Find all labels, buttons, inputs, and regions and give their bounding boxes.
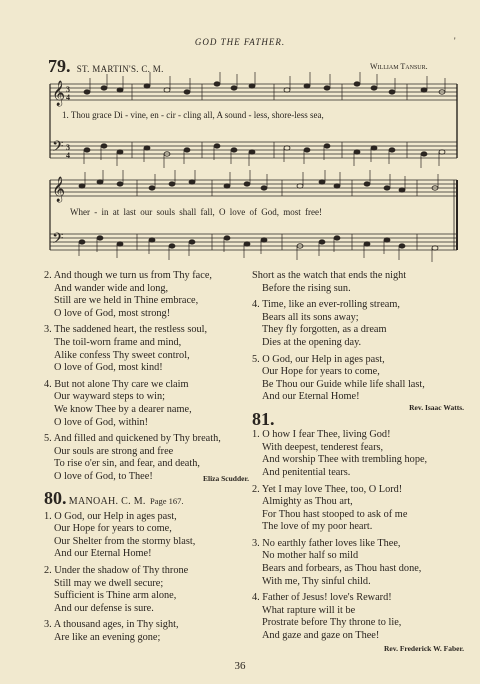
verse-line: And wander wide and long, <box>54 282 169 294</box>
hymn-80-verse-5 <box>252 354 472 404</box>
barlines-1 <box>132 84 407 158</box>
verse-line: Still may we dwell secure; <box>54 577 164 589</box>
verse-line: 3. The saddened heart, the restless soul, <box>44 324 208 336</box>
verse-line: 2. Under the shadow of Thy throne <box>44 565 189 577</box>
verse-line: No mother half so mild <box>262 550 359 562</box>
hymn-81-verse-4 <box>252 592 472 642</box>
verse-line: Our Hope for years to come, <box>262 366 380 378</box>
verse-line: Sufficient is Thine arm alone, <box>54 590 177 602</box>
verse-line: And gaze and gaze on Thee! <box>262 630 380 642</box>
hymn-79-credit: Eliza Scudder. <box>203 473 249 483</box>
treble-clef-icon: 𝄞 <box>52 80 66 105</box>
verse-line: And worship Thee with trembling hope, <box>262 454 428 466</box>
hymn-80-verse-2 <box>44 565 249 615</box>
hymn-81-credit: Rev. Frederick W. Faber. <box>384 643 464 653</box>
verse-line: Dies at the opening day. <box>262 336 362 348</box>
hymn-79-tune-name: ST. MARTIN'S. C. M. <box>76 64 164 74</box>
verse-line: 5. O God, our Help in ages past, <box>252 353 385 365</box>
hymn-81-number: 81. <box>252 408 275 429</box>
verse-line: We know Thee by a dearer name, <box>54 403 192 415</box>
svg-text:4: 4 <box>66 151 70 160</box>
bass-clef-icon: 𝄢 <box>52 138 64 158</box>
verse-line: Bears all its sons away; <box>262 311 359 323</box>
music-system-1 <box>42 72 462 172</box>
hymn-80-verse-3-continued <box>252 270 472 295</box>
verse-line: 2. And though we turn us from Thy face, <box>44 270 212 281</box>
hymn-81-verse-2 <box>252 484 472 534</box>
left-column <box>44 270 249 645</box>
hymn-79-verse-2 <box>44 270 249 320</box>
verse-line: 4. But not alone Thy care we claim <box>44 378 189 390</box>
verse-line: The love of my poor heart. <box>262 521 373 533</box>
right-column <box>252 270 472 655</box>
hymn-80-verse-1 <box>44 511 249 561</box>
svg-text:4: 4 <box>66 93 70 102</box>
running-header: GOD THE FATHER. <box>194 37 286 47</box>
verse-line: 2. Yet I may love Thee, too, O Lord! <box>252 483 403 495</box>
verse-line: Alike confess Thy sweet control, <box>54 349 190 361</box>
verse-line: Our Shelter from the stormy blast, <box>54 535 196 547</box>
verse-line: 4. Time, like an ever-rolling stream, <box>252 299 400 311</box>
hymn-81-verse-3 <box>252 538 472 588</box>
verse-line: Our souls are strong and free <box>54 445 174 457</box>
verse-line: Prostrate before Thy throne to lie, <box>262 617 402 629</box>
hymn-80-title <box>44 488 249 509</box>
treble-clef-icon: 𝄞 <box>52 176 66 201</box>
verse-line: And penitential tears. <box>262 466 351 478</box>
page-number: 36 <box>234 660 246 672</box>
verse-line: 3. A thousand ages, in Thy sight, <box>44 619 179 631</box>
verse-line: O love of God, most strong! <box>54 307 171 319</box>
verse-line: What rapture will it be <box>262 604 356 616</box>
verse-line: Our wayward steps to win; <box>54 391 165 403</box>
verse-line: Short as the watch that ends the night <box>252 270 407 281</box>
verse-line: They fly forgotten, as a dream <box>262 324 387 336</box>
hymn-80-verse-3 <box>44 619 249 644</box>
bass-staff-2 <box>50 234 457 250</box>
notes-1 <box>84 72 445 168</box>
verse-line: 4. Father of Jesus! love's Reward! <box>252 592 392 604</box>
hymn-80-number: 80. <box>44 488 67 509</box>
verse-line: And our Eternal Home! <box>262 391 360 403</box>
music-system-2 <box>42 170 462 264</box>
verse-line: Are like an evening gone; <box>54 632 161 644</box>
verse-line: The toil-worn frame and mind, <box>54 336 182 348</box>
verse-line: O love of God, within! <box>54 416 149 428</box>
hymn-79-lyric-line-2: Wher - in at last our souls shall fall, O love of God, most free! <box>70 207 322 217</box>
hymn-79-verse-4 <box>44 379 249 429</box>
verse-line: O love of God, most kind! <box>54 362 163 374</box>
hymn-80-credit: Rev. Isaac Watts. <box>409 402 464 412</box>
verse-line: 1. O God, our Help in ages past, <box>44 510 177 522</box>
verse-line: With deepest, tenderest fears, <box>262 441 384 453</box>
verse-line: Bears and forbears, as Thou hast done, <box>262 563 422 575</box>
verse-line: 5. And filled and quickened by Thy breath, <box>44 433 221 445</box>
verse-line: To rise o'er sin, and fear, and death, <box>54 458 200 470</box>
verse-line: 1. O how I fear Thee, living God! <box>252 429 391 441</box>
svg-text:3: 3 <box>66 85 70 94</box>
hymn-79-composer: William Tansur. <box>370 62 428 71</box>
verse-line: And our Eternal Home! <box>54 548 152 560</box>
verse-line: Before the rising sun. <box>262 282 351 294</box>
hymn-79-lyric-line-1: 1. Thou grace Di - vine, en - cir - cling all, A sound - less, shore-less sea, <box>62 110 324 120</box>
verse-line: With me, Thy sinful child. <box>262 575 371 587</box>
hymn-79-verse-3 <box>44 324 249 374</box>
verse-line: Almighty as Thou art, <box>262 496 353 508</box>
hymn-81-title <box>252 408 472 429</box>
verse-line: Be Thou our Guide while life shall last, <box>262 378 425 390</box>
verse-line: O love of God, to Thee! <box>54 470 153 482</box>
verse-line: Our Hope for years to come, <box>54 523 172 535</box>
verse-line: And our defense is sure. <box>54 602 154 614</box>
bass-clef-icon: 𝄢 <box>52 230 64 250</box>
hymn-81-verse-1 <box>252 429 472 479</box>
corner-mark: ' <box>454 36 456 46</box>
verse-line: For Thou hast stooped to ask of me <box>262 508 408 520</box>
svg-text:3: 3 <box>66 143 70 152</box>
hymn-80-verse-4 <box>252 299 472 349</box>
hymn-80-page-ref: Page 167. <box>149 496 184 507</box>
verse-line: Still are we held in Thine embrace, <box>54 295 199 307</box>
treble-staff-2 <box>50 180 457 196</box>
hymn-79-number: 79. <box>48 56 71 76</box>
hymn-80-tune-name: MANOAH. C. M. <box>68 496 146 508</box>
verse-line: 3. No earthly father loves like Thee, <box>252 537 401 549</box>
